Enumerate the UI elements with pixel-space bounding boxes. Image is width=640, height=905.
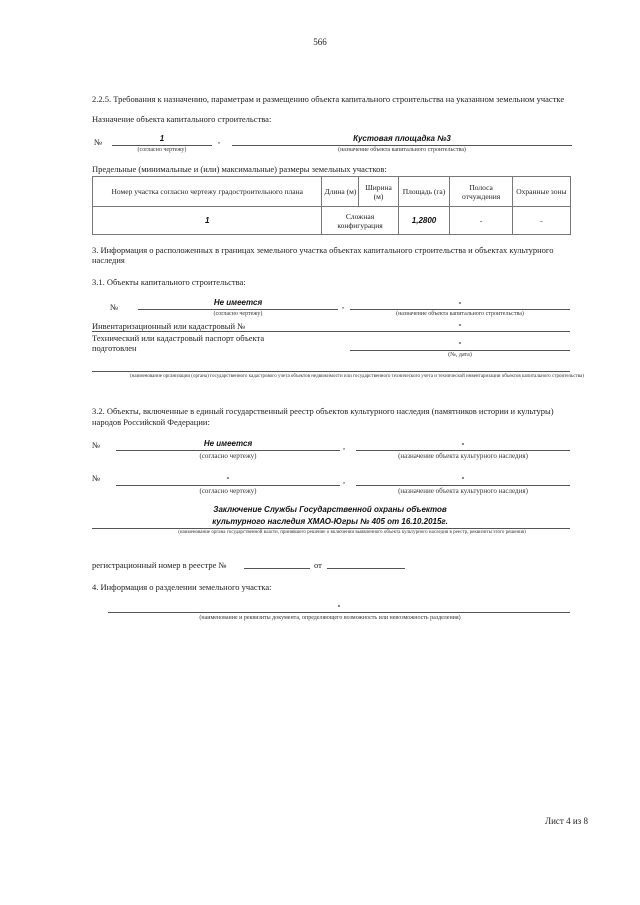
td-area: 1,2800 — [398, 207, 450, 235]
s31-num-line — [138, 309, 338, 310]
s31-obj-caption: (назначение объекта капитального строительства) — [396, 311, 524, 317]
s32-r1-obj-caption: (назначение объекта культурного наследия) — [398, 452, 528, 460]
s32-r1-num-value: Не имеется — [203, 439, 253, 448]
s32-r2-obj-value: - — [461, 473, 465, 482]
td-number: 1 — [93, 207, 322, 235]
tech-value: - — [458, 338, 462, 347]
s32-r2-num-line — [116, 485, 340, 486]
reg-label: регистрационный номер в реестре № — [92, 560, 227, 570]
s32-r2-num-caption: (согласно чертежу) — [199, 487, 257, 495]
s32-r1-comma: , — [343, 441, 346, 451]
s32-r2-num-value: - — [226, 473, 230, 482]
org-caption: (наименование организации (органа) государственного кадастрового учета объектов недвижимости или государственного технического учета и технической инвентаризации объектов капитального строительства) — [130, 374, 584, 379]
s31-num-value: Не имеется — [213, 298, 263, 307]
conclusion-caption: (наименование органа государственной власти, принявшего решение о включении выявленного объекта культурного наследия в реестр, реквизиты этого решения) — [178, 530, 526, 535]
s32-r1-obj-line — [356, 450, 570, 451]
reg-from: от — [314, 560, 322, 570]
s4-caption: (наименование и реквизиты документа, определяющего возможность или невозможность разделения) — [199, 615, 461, 621]
num-line — [112, 145, 212, 146]
date-caption: (№, дата) — [448, 352, 472, 358]
tech-line — [350, 350, 570, 351]
s4-line — [108, 612, 570, 613]
s32-r2-comma: , — [343, 475, 346, 485]
org-line — [92, 371, 570, 372]
obj-line — [232, 145, 572, 146]
section-3-heading: 3. Информация о расположенных в границах земельного участка объектах капитального строительства и объектах культурного наследия — [92, 245, 554, 265]
th-length: Длина (м) — [322, 177, 359, 207]
s32-r1-num-line — [116, 450, 340, 451]
s32-r2-obj-line — [356, 485, 570, 486]
s32-r2-num-label: № — [92, 473, 101, 483]
section-31-heading: 3.1. Объекты капитального строительства: — [92, 277, 246, 287]
th-number: Номер участка согласно чертежу градостроительного плана — [93, 177, 322, 207]
limits-label: Предельные (минимальные и (или) максимальные) размеры земельных участков: — [92, 164, 387, 174]
th-zones: Охранные зоны — [512, 177, 570, 207]
section-32-heading: 3.2. Объекты, включенные в единый государственный реестр объектов культурного наследия (памятников истории и культуры) народов Российской Федерации: — [92, 406, 554, 427]
reg-date-line — [327, 568, 405, 569]
conclusion-line-2: культурного наследия ХМАО-Югры № 405 от 16.10.2015г. — [212, 517, 448, 526]
obj-caption: (назначение объекта капитального строительства) — [338, 147, 466, 153]
s31-obj-line — [350, 309, 570, 310]
s31-comma: , — [342, 300, 345, 310]
td-strip: - — [450, 207, 512, 235]
num-caption: (согласно чертежу) — [137, 147, 187, 153]
th-width: Ширина (м) — [359, 177, 398, 207]
td-zones: - — [512, 207, 570, 235]
page-number: 566 — [313, 37, 327, 47]
conclusion-line — [92, 528, 570, 529]
inv-line — [92, 331, 570, 332]
section-225-heading: 2.2.5. Требования к назначению, параметрам и размещению объекта капитального строительства на указанном земельном участке — [92, 94, 565, 104]
conclusion-line-1: Заключение Службы Государственной охраны объектов — [213, 505, 447, 514]
inv-value: - — [458, 320, 462, 329]
inv-label: Инвентаризационный или кадастровый № — [92, 321, 246, 331]
reg-num-line — [244, 568, 310, 569]
s32-r1-num-label: № — [92, 440, 101, 450]
purpose-label: Назначение объекта капитального строительства: — [92, 114, 272, 124]
s32-r1-num-caption: (согласно чертежу) — [199, 452, 257, 460]
s31-num-caption: (согласно чертежу) — [213, 311, 263, 317]
num-value: 1 — [159, 134, 165, 143]
num-label: № — [94, 137, 103, 147]
th-strip: Полоса отчуждения — [450, 177, 512, 207]
th-area: Площадь (га) — [398, 177, 450, 207]
s32-r2-obj-caption: (назначение объекта культурного наследия) — [398, 487, 528, 495]
s4-value: - — [337, 601, 341, 610]
td-config: Сложная конфигурация — [322, 207, 398, 235]
s32-r1-obj-value: - — [461, 439, 465, 448]
s31-num-label: № — [110, 302, 119, 312]
section-4-heading: 4. Информация о разделении земельного участка: — [92, 582, 272, 592]
comma: , — [218, 135, 221, 145]
sheet-footer: Лист 4 из 8 — [545, 816, 588, 826]
limits-table — [92, 176, 571, 235]
obj-value: Кустовая площадка №3 — [353, 134, 451, 143]
tech-label: Технический или кадастровый паспорт объекта подготовлен — [92, 333, 265, 353]
s31-obj-value: - — [458, 298, 462, 307]
